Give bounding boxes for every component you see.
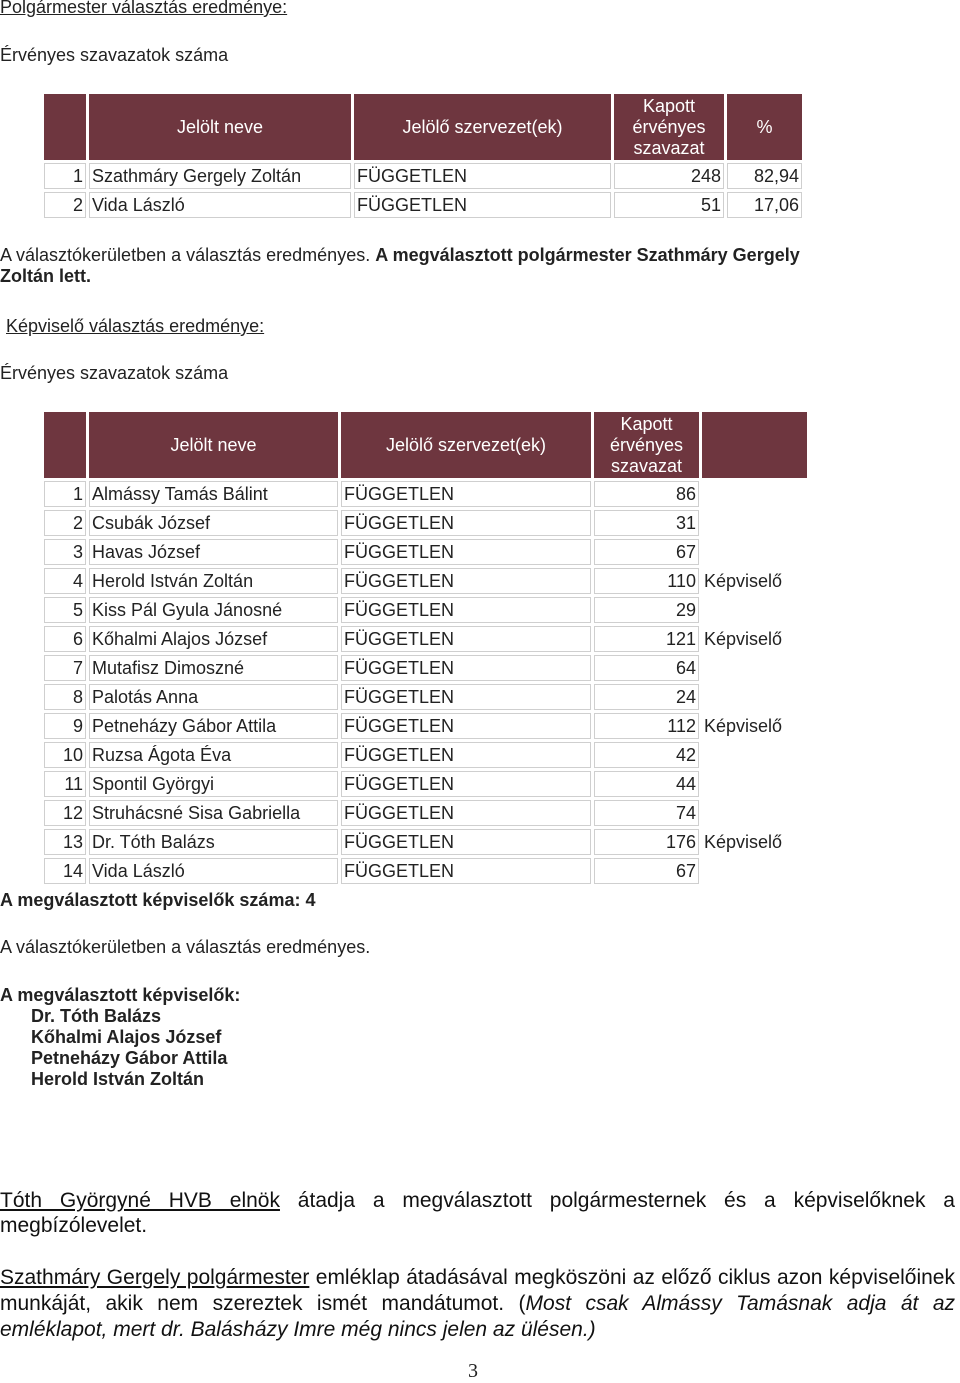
elected-status	[702, 858, 807, 884]
nominating-org: FÜGGETLEN	[341, 742, 591, 768]
header-nominating-org: Jelölő szervezet(ek)	[341, 412, 591, 478]
elected-status: Képviselő	[704, 571, 783, 591]
table-row	[44, 626, 807, 652]
candidate-name: Spontil Györgyi	[89, 771, 338, 797]
candidate-name: Almássy Tamás Bálint	[89, 481, 338, 507]
vote-percent: 17,06	[727, 192, 802, 218]
vote-count: 31	[594, 510, 699, 536]
candidate-name: Csubák József	[89, 510, 338, 536]
mayor-section-title: Polgármester választás eredménye:	[0, 0, 288, 17]
vote-count: 67	[594, 539, 699, 565]
elected-count-text: A megválasztott képviselők száma: 4	[0, 890, 316, 910]
thanks-text: emléklap átadásával megköszöni az előző ciklus azon képviselőinek munkáját, akik nem szereztek ismét mandátumot. (	[0, 1266, 955, 1315]
row-number: 12	[44, 800, 86, 826]
header-percent: %	[727, 94, 802, 160]
nominating-org: FÜGGETLEN	[341, 684, 591, 710]
elected-list	[0, 1006, 240, 1090]
row-number: 4	[44, 568, 86, 594]
candidate-name: Palotás Anna	[89, 684, 338, 710]
candidate-name: Szathmáry Gergely Zoltán	[89, 163, 351, 189]
elected-list-title: A megválasztott képviselők:	[0, 985, 241, 1005]
header-candidate-name: Jelölt neve	[89, 412, 338, 478]
vote-count: 176	[594, 829, 699, 855]
candidate-name: Struhácsné Sisa Gabriella	[89, 800, 338, 826]
mayor-results-table	[41, 91, 805, 221]
candidate-name: Vida László	[89, 858, 338, 884]
row-number: 9	[44, 713, 86, 739]
table-row	[44, 858, 807, 884]
nominating-org: FÜGGETLEN	[341, 510, 591, 536]
vote-count: 24	[594, 684, 699, 710]
header-valid-votes: Kapott érvényes szavazat	[614, 94, 724, 160]
table-row	[44, 713, 807, 739]
table-row	[44, 510, 807, 536]
thanks-paragraph	[0, 1265, 955, 1343]
nominating-org: FÜGGETLEN	[341, 655, 591, 681]
table-row	[44, 568, 807, 594]
elected-status	[702, 684, 807, 710]
vote-count: 67	[594, 858, 699, 884]
table-row	[44, 481, 807, 507]
vote-count: 121	[594, 626, 699, 652]
elected-status	[702, 597, 807, 623]
vote-count: 51	[614, 192, 724, 218]
candidate-name: Havas József	[89, 539, 338, 565]
row-number: 1	[44, 163, 86, 189]
table-row	[44, 742, 807, 768]
row-number: 2	[44, 510, 86, 536]
nominating-org: FÜGGETLEN	[341, 626, 591, 652]
mandate-handover-paragraph	[0, 1188, 955, 1238]
table-row	[44, 163, 802, 189]
vote-count: 29	[594, 597, 699, 623]
table-row	[44, 655, 807, 681]
candidate-name: Mutafisz Dimoszné	[89, 655, 338, 681]
row-number: 6	[44, 626, 86, 652]
nominating-org: FÜGGETLEN	[341, 568, 591, 594]
candidate-name: Ruzsa Ágota Éva	[89, 742, 338, 768]
list-item: Petneházy Gábor Attila	[31, 1048, 228, 1068]
table-row	[44, 192, 802, 218]
hvb-chair-name: Tóth Györgyné HVB elnök	[0, 1189, 280, 1212]
list-item: Kőhalmi Alajos József	[31, 1027, 222, 1047]
elected-representatives	[0, 985, 240, 1090]
row-number: 5	[44, 597, 86, 623]
vote-percent: 82,94	[727, 163, 802, 189]
elected-status	[702, 510, 807, 536]
nominating-org: FÜGGETLEN	[341, 539, 591, 565]
elected-status: Képviselő	[704, 832, 783, 852]
row-number: 10	[44, 742, 86, 768]
list-item: Dr. Tóth Balázs	[31, 1006, 162, 1026]
candidate-name: Kőhalmi Alajos József	[89, 626, 338, 652]
table-row	[44, 684, 807, 710]
mayor-result-paragraph	[0, 245, 850, 287]
candidate-name: Herold István Zoltán	[89, 568, 338, 594]
table-row	[44, 597, 807, 623]
vote-count: 86	[594, 481, 699, 507]
elected-status	[702, 539, 807, 565]
nominating-org: FÜGGETLEN	[341, 771, 591, 797]
council-table-body	[44, 481, 807, 884]
nominating-org: FÜGGETLEN	[354, 192, 611, 218]
row-number: 3	[44, 539, 86, 565]
header-nominating-org: Jelölő szervezet(ek)	[354, 94, 611, 160]
vote-count: 64	[594, 655, 699, 681]
row-number: 8	[44, 684, 86, 710]
nominating-org: FÜGGETLEN	[341, 713, 591, 739]
candidate-name: Petneházy Gábor Attila	[89, 713, 338, 739]
header-candidate-name: Jelölt neve	[89, 94, 351, 160]
mayor-elected-text: A megválasztott polgármester Szathmáry Gergely Zoltán lett.	[0, 245, 800, 286]
elected-status: Képviselő	[704, 716, 783, 736]
elected-status	[702, 481, 807, 507]
vote-count: 248	[614, 163, 724, 189]
row-number: 2	[44, 192, 86, 218]
elected-status	[702, 655, 807, 681]
page-number: 3	[468, 1360, 478, 1382]
vote-count: 42	[594, 742, 699, 768]
council-results-table	[41, 409, 810, 887]
council-section-title: Képviselő választás eredménye:	[6, 316, 265, 336]
header-valid-votes: Kapott érvényes szavazat	[594, 412, 699, 478]
elected-status: Képviselő	[704, 629, 783, 649]
elected-status	[702, 742, 807, 768]
table-row	[44, 829, 807, 855]
mayor-valid-votes-label: Érvényes szavazatok száma	[0, 45, 229, 65]
list-item: Herold István Zoltán	[31, 1069, 205, 1089]
nominating-org: FÜGGETLEN	[341, 481, 591, 507]
nominating-org: FÜGGETLEN	[341, 858, 591, 884]
table-header-row	[44, 412, 807, 478]
handover-text: átadja a megválasztott polgármesternek és a képviselőknek a megbízólevelet.	[0, 1189, 955, 1237]
row-number: 13	[44, 829, 86, 855]
council-result-text: A választókerületben a választás eredményes.	[0, 937, 371, 957]
nominating-org: FÜGGETLEN	[341, 597, 591, 623]
nominating-org: FÜGGETLEN	[341, 829, 591, 855]
table-row	[44, 539, 807, 565]
vote-count: 74	[594, 800, 699, 826]
mayor-name: Szathmáry Gergely polgármester	[0, 1266, 310, 1289]
row-number: 14	[44, 858, 86, 884]
thanks-note: Most csak Almássy Tamásnak adja át az emléklapot, mert dr. Balásházy Imre még nincs jelen az ülésen.)	[0, 1292, 956, 1341]
vote-count: 44	[594, 771, 699, 797]
candidate-name: Dr. Tóth Balázs	[89, 829, 338, 855]
nominating-org: FÜGGETLEN	[354, 163, 611, 189]
council-valid-votes-label: Érvényes szavazatok száma	[0, 363, 229, 383]
elected-status	[702, 771, 807, 797]
table-row	[44, 771, 807, 797]
candidate-name: Kiss Pál Gyula Jánosné	[89, 597, 338, 623]
row-number: 1	[44, 481, 86, 507]
elected-status	[702, 800, 807, 826]
table-row	[44, 800, 807, 826]
row-number: 11	[44, 771, 86, 797]
mayor-result-text: A választókerületben a választás eredményes.	[0, 245, 371, 265]
row-number: 7	[44, 655, 86, 681]
table-header-row	[44, 94, 802, 160]
candidate-name: Vida László	[89, 192, 351, 218]
nominating-org: FÜGGETLEN	[341, 800, 591, 826]
vote-count: 112	[594, 713, 699, 739]
vote-count: 110	[594, 568, 699, 594]
